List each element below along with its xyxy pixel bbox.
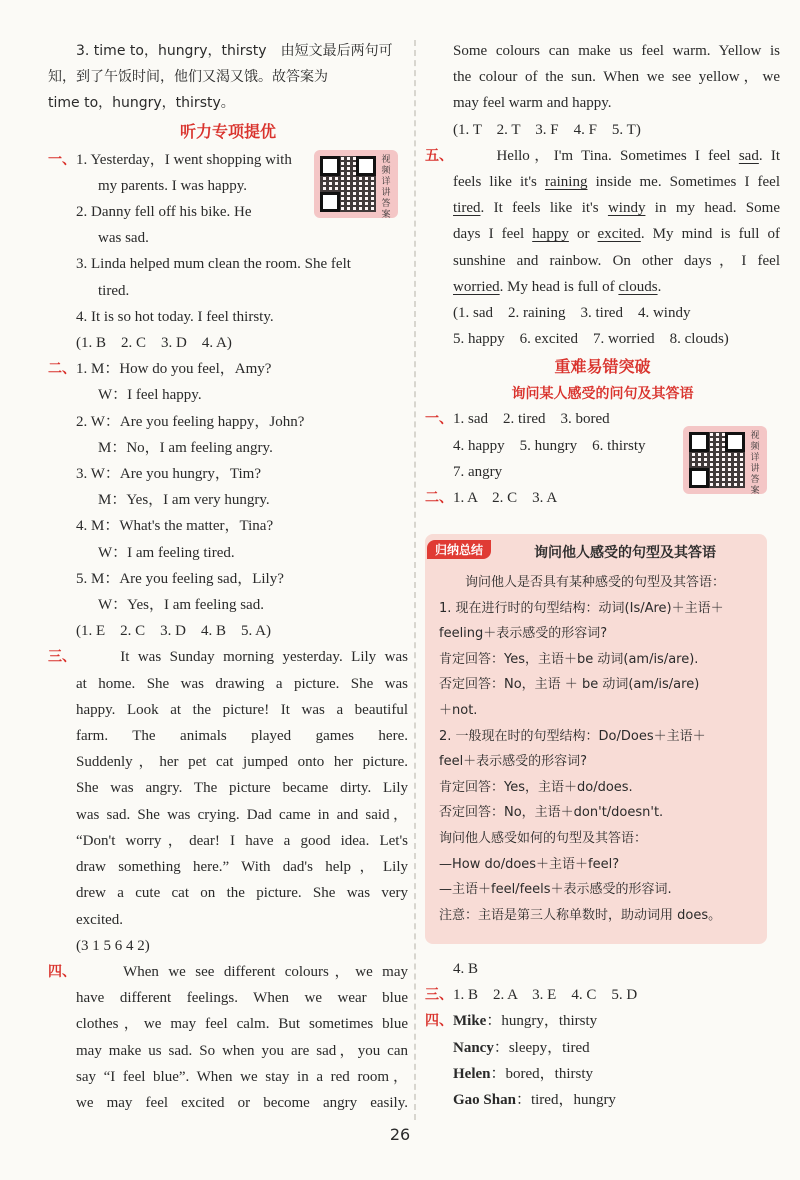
h4-line: Gao Shan：tired，hungry [453,1092,616,1109]
qr-label: 视频详讲答案 [750,431,760,496]
h4-line: Helen：bored，thirsty [453,1065,593,1082]
summary-line: 肯定回答：Yes，主语＋be 动词(am/is/are). [439,651,699,667]
summary-line: ＋not. [439,702,478,718]
h3-line: 三、1. B 2. A 3. E 4. C 5. D [425,987,638,1004]
s4-line: 四、 When we see different colours，we may [48,963,408,980]
s1-item: 3. Linda helped mum clean the room. She felt [76,256,351,273]
s4-cont-line: Some colours can make us feel warm. Yellow is [453,43,780,59]
s3-line: draw something here.” With dad's help，Lily [76,859,408,876]
right-column-bottom [425,956,780,1113]
s3-line: at home. She was drawing a picture. She was [76,675,408,692]
s3-line: happy. Look at the picture! It was a beautiful [76,701,408,718]
summary-line: 询问他人是否具有某种感受的句型及其答语： [439,575,726,590]
h2-line: 二、1. A 2. C 3. A [425,490,558,507]
s1-answer: (1. B 2. C 3. D 4. A) [76,335,232,352]
page-number: 26 [389,1125,411,1144]
summary-line: —主语＋feel/feels＋表示感受的形容词. [439,882,672,898]
s2-item: 4. M：What's the matter，Tina? [76,518,274,535]
hard-section-subtitle: 询问某人感受的问句及其答语 [511,386,694,403]
summary-line: feel＋表示感受的形容词? [439,754,588,770]
s1-item-cont: tired. [98,282,130,299]
summary-title: 询问他人感受的句型及其答语 [534,545,716,561]
s2-item: 二、1. M：How do you feel，Amy? [48,361,272,378]
s5-line: feels like it's raining inside me. Sometimes I feel [453,174,781,191]
s2-item: 5. M：Are you feeling sad，Lily? [76,570,284,587]
h4-line: 四、Mike：hungry，thirsty [425,1013,598,1030]
h4-line: Nancy：sleepy，tired [453,1039,590,1056]
s3-line: 三、 It was Sunday morning yesterday. Lily was [48,649,408,666]
s3-line: She was angry. The picture became dirty. Lily [76,780,408,797]
summary-line: —How do/does＋主语＋feel? [439,856,620,872]
s3-line: farm. The animals played games here. [76,728,408,745]
summary-line: 2. 一般现在时的句型结构：Do/Does＋主语＋ [439,728,706,744]
s5-line: worried. My head is full of clouds. [453,278,662,295]
summary-line: 肯定回答：Yes，主语＋do/does. [439,779,633,795]
h1-line: 一、1. sad 2. tired 3. bored [425,411,610,428]
s3-line: “Don't worry，dear! I have a good idea. Let's [76,832,408,849]
s1-item-cont: my parents. I was happy. [98,177,247,194]
s3-answer: (3 1 5 6 4 2) [76,937,150,954]
summary-body [439,570,761,928]
s1-item: 4. It is so hot today. I feel thirsty. [76,308,274,325]
s4-line: we may feel excited or become angry easily. [76,1094,408,1111]
intro-line: 知，到了午饭时间，他们又渴又饿。故答案为 [48,69,328,86]
s4-line: have different feelings. When we wear blue [76,990,408,1007]
s1-item: 一、1. Yesterday，I went shopping with [48,151,292,168]
s4-cont-line: the colour of the sun. When we see yellow，we [453,69,780,86]
s2-reply: W：I am feeling tired. [98,544,235,561]
s5-line: 五、 Hello，I'm Tina. Sometimes I feel sad. It [425,147,780,164]
hard-section-title: 重难易错突破 [554,357,651,377]
s2-item: 2. W：Are you feeling happy，John? [76,413,305,430]
intro-line: time to，hungry，thirsty。 [48,95,235,112]
qr-code-video-explanation[interactable] [314,150,398,218]
s3-line: was sad. She was crying. Dad came in and said， [76,806,408,823]
summary-line: 否定回答：No，主语 ＋ be 动词(am/is/are) [439,677,700,693]
h1-line: 7. angry [453,463,503,480]
s3-line: Suddenly，her pet cat jumped onto her picture. [76,754,408,771]
s1-item: 2. Danny fell off his bike. He [76,204,252,221]
summary-box [425,534,767,944]
s2-answer: (1. E 2. C 3. D 4. B 5. A) [76,623,272,640]
s5-answer: (1. sad 2. raining 3. tired 4. windy [453,305,691,322]
summary-tag: 归纳总结 [427,540,491,559]
summary-line: 注意：主语是第三人称单数时，助动词用 does。 [439,907,722,923]
s4-line: may make us sad. So when you are sad，you can [76,1042,408,1059]
summary-line: 否定回答：No，主语＋don't/doesn't. [439,805,664,821]
s3-line: excited. [76,911,124,928]
s5-line: tired. It feels like it's windy in my head. Some [453,200,780,217]
intro-line: 3. time to，hungry，thirsty 由短文最后两句可 [76,43,393,59]
summary-line: 1. 现在进行时的句型结构：动词(Is/Are)＋主语＋ [439,600,724,616]
summary-line: feeling＋表示感受的形容词? [439,626,608,642]
h2-cont-line: 4. B [453,961,479,977]
qr-code-video-explanation-2[interactable] [683,426,767,494]
s2-reply: W：I feel happy. [98,387,202,404]
s2-reply: W：Yes，I am feeling sad. [98,597,264,614]
s1-item-cont: was sad. [98,230,149,247]
qr-label: 视频详讲答案 [381,155,391,220]
summary-line: 询问他人感受如何的句型及其答语： [439,830,648,846]
s2-reply: M：Yes，I am very hungry. [98,492,270,509]
h1-line: 4. happy 5. hungry 6. thirsty [453,437,646,454]
s2-item: 3. W：Are you hungry，Tim? [76,466,262,483]
s3-line: drew a cute cat on the picture. She was very [76,885,408,902]
s5-line: sunshine and rainbow. On other days，I feel [453,252,780,269]
s2-reply: M：No，I am feeling angry. [98,439,273,456]
listening-section-title: 听力专项提优 [179,121,276,141]
s4-line: say “I feel blue”. When we stay in a red room， [76,1068,408,1085]
column-divider [414,40,416,1120]
s4-answer: (1. T 2. T 3. F 4. F 5. T) [453,121,641,138]
s4-cont-line: may feel warm and happy. [453,95,612,112]
s5-line: days I feel happy or excited. My mind is full of [453,226,780,243]
s5-answer: 5. happy 6. excited 7. worried 8. clouds) [453,331,729,348]
s4-line: clothes，we may feel calm. But sometimes blue [76,1016,408,1033]
